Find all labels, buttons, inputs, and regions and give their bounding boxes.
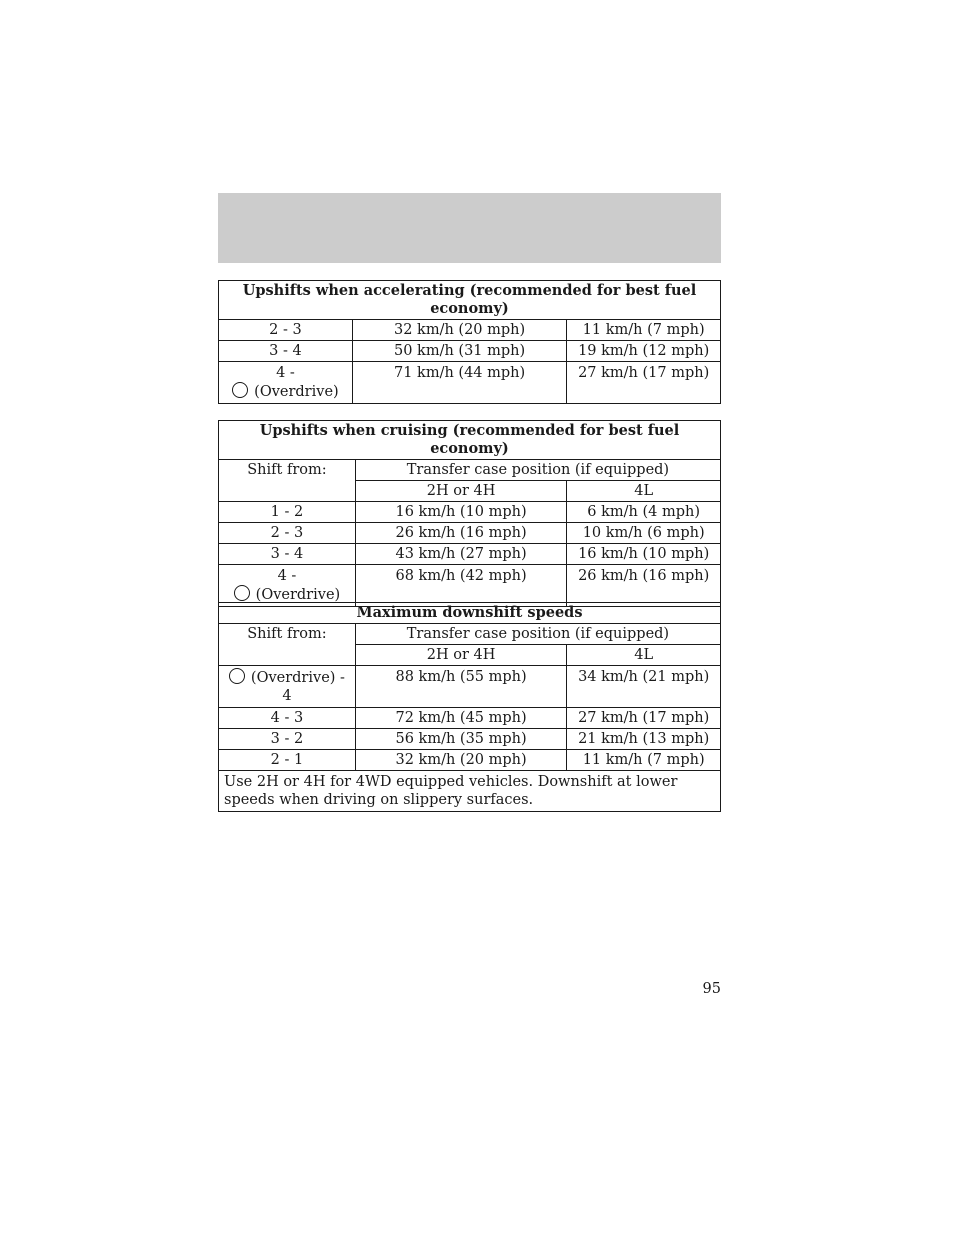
shift-from-header: Shift from: — [219, 624, 356, 666]
column-header-4l: 4L — [567, 481, 721, 502]
downshift-table — [218, 602, 721, 812]
table-title: Upshifts when accelerating (recommended for best fuel economy) — [219, 281, 721, 320]
table-row: 3 - 4 43 km/h (27 mph) 16 km/h (10 mph) — [219, 544, 721, 565]
cruising-upshift-table — [218, 420, 721, 607]
table-title: Maximum downshift speeds — [219, 603, 721, 624]
table-row: 4 - 3 72 km/h (45 mph) 27 km/h (17 mph) — [219, 708, 721, 729]
overdrive-circle-icon — [232, 382, 248, 398]
accelerating-upshift-table — [218, 280, 721, 404]
column-header-2h4h: 2H or 4H — [355, 645, 566, 666]
overdrive-circle-icon — [229, 668, 245, 684]
table-row: 3 - 4 50 km/h (31 mph) 19 km/h (12 mph) — [219, 341, 721, 362]
table-row: 4 - (Overdrive) 68 km/h (42 mph) 26 km/h (16 mph) — [219, 565, 721, 607]
table-title: Upshifts when cruising (recommended for best fuel economy) — [219, 421, 721, 460]
column-header-2h4h: 2H or 4H — [355, 481, 566, 502]
overdrive-circle-icon — [234, 585, 250, 601]
table-row: 2 - 1 32 km/h (20 mph) 11 km/h (7 mph) — [219, 750, 721, 771]
table-row: 4 - (Overdrive) 71 km/h (44 mph) 27 km/h (17 mph) — [219, 362, 721, 404]
table-row: 1 - 2 16 km/h (10 mph) 6 km/h (4 mph) — [219, 502, 721, 523]
page-number: 95 — [702, 981, 721, 997]
table-row: 3 - 2 56 km/h (35 mph) 21 km/h (13 mph) — [219, 729, 721, 750]
transfer-case-header: Transfer case position (if equipped) — [355, 624, 720, 645]
shift-from-header: Shift from: — [219, 460, 356, 502]
column-header-4l: 4L — [567, 645, 721, 666]
section-header-band — [218, 193, 721, 263]
table-row: (Overdrive) - 4 88 km/h (55 mph) 34 km/h (21 mph) — [219, 666, 721, 708]
transfer-case-header: Transfer case position (if equipped) — [355, 460, 720, 481]
table-row: 2 - 3 32 km/h (20 mph) 11 km/h (7 mph) — [219, 320, 721, 341]
table-note: Use 2H or 4H for 4WD equipped vehicles. Downshift at lower speeds when driving on slippery surfaces. — [219, 771, 721, 812]
table-row: 2 - 3 26 km/h (16 mph) 10 km/h (6 mph) — [219, 523, 721, 544]
